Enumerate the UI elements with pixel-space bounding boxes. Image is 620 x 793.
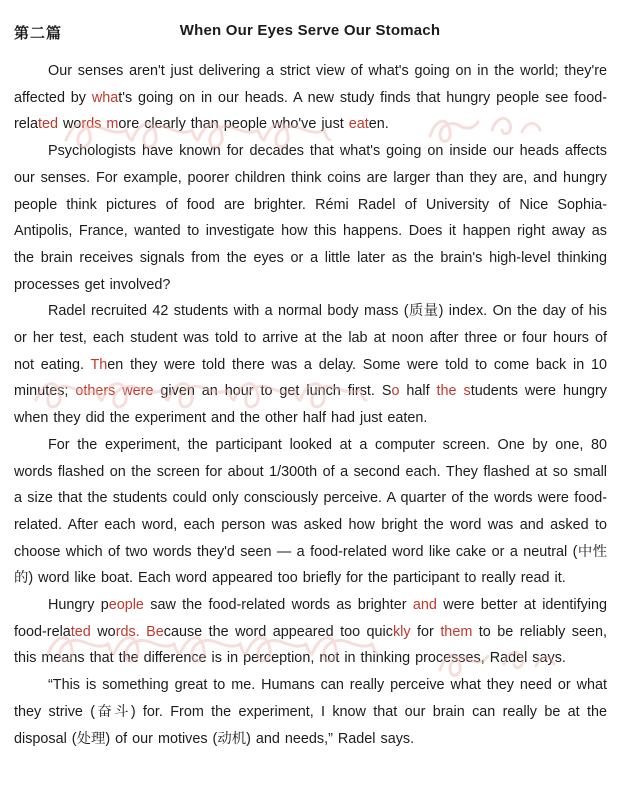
- text-segment: rds: [81, 116, 102, 133]
- passage-number-label: 第二篇: [14, 25, 63, 42]
- text-segment: eat: [348, 116, 369, 133]
- text-segment: were better at identifying food-rela: [14, 597, 607, 640]
- text-segment: others were: [75, 383, 154, 400]
- text-segment: Th: [90, 356, 108, 373]
- text-segment: ted: [70, 623, 91, 640]
- text-segment: and: [412, 597, 437, 614]
- text-segment: half: [399, 383, 437, 400]
- passage-title: When Our Eyes Serve Our Stomach: [179, 22, 441, 39]
- paragraph: [14, 672, 607, 752]
- text-segment: ted: [38, 116, 59, 133]
- paragraph: [14, 138, 607, 298]
- text-segment: Psychologists have known for decades that what's going on inside our heads affects our senses. For example, poorer children think coins are larger than they are, and hungry people think pictures of food are brighter. Rémi Radel of University of Nice Sophia-Antipolis, France, wanted to investigate how this happens. Does it happen right away as the brain receives signals from the eyes or a little later as the brain's high-level thinking processes get involved?: [14, 143, 607, 293]
- text-segment: them: [440, 623, 473, 640]
- text-segment: en they were told there was a delay. Some were told to come back in 10 minutes;: [14, 356, 607, 400]
- text-segment: o: [391, 383, 400, 400]
- text-segment: eople: [108, 597, 144, 614]
- text-segment: Radel recruited 42 students with a normal body mass (质量) index. On the day of his or her test, each student was told to arrive at the lab at noon after three or four hours of not eating.: [14, 303, 607, 373]
- article-body: [14, 58, 607, 752]
- text-segment: [457, 383, 464, 399]
- text-segment: Hungry p: [48, 597, 109, 614]
- text-segment: kly: [392, 623, 411, 640]
- text-segment: for: [410, 623, 441, 640]
- text-segment: “This is something great to me. Humans can really perceive what they need or what they strive (奋斗) for. From the experiment, I know that our brain can really be at the disposal (处理) of our motives (动机) and needs,” Radel says.: [14, 677, 607, 747]
- paragraph: [14, 592, 607, 672]
- text-segment: ore clearly than people who've just: [118, 116, 349, 133]
- text-segment: cause the word appeared too quic: [163, 623, 393, 640]
- text-segment: t's going on in our heads. A new study finds that hungry people see food-rela: [14, 89, 608, 133]
- text-segment: the: [436, 383, 457, 400]
- text-segment: s: [463, 383, 471, 400]
- text-segment: wo: [58, 116, 82, 133]
- paragraph: [14, 432, 607, 592]
- text-segment: to be reliably seen, this means that the difference is in perception, not in thinking processes, Radel says.: [14, 623, 608, 667]
- text-segment: m: [106, 116, 119, 133]
- text-segment: wo: [90, 623, 116, 640]
- text-segment: saw the food-related words as brighter: [143, 597, 413, 614]
- text-segment: given an hour to get lunch first. S: [153, 383, 392, 400]
- passage-header: [14, 22, 606, 44]
- text-segment: tudents were hungry when they did the experiment and the other half had just eaten.: [14, 383, 608, 427]
- paragraph: [14, 298, 607, 432]
- text-segment: wha: [91, 89, 119, 106]
- text-segment: Our senses aren't just delivering a strict view of what's going on in the world; they're affected by: [14, 63, 607, 106]
- text-segment: rds. Be: [115, 623, 164, 640]
- text-segment: en.: [368, 116, 389, 133]
- text-segment: For the experiment, the participant looked at a computer screen. One by one, 80 words flashed on the screen for about 1/300th of a second each. They flashed at so small a size that the students could only consciously perceive. A quarter of the words were food-related. After each word, each person was asked how bright the word was and asked to choose which of two words they'd seen — a food-related word like cake or a neutral (中性的) word like boat. Each word appeared too briefly for the participant to really read it.: [14, 436, 607, 587]
- paragraph: [14, 58, 607, 138]
